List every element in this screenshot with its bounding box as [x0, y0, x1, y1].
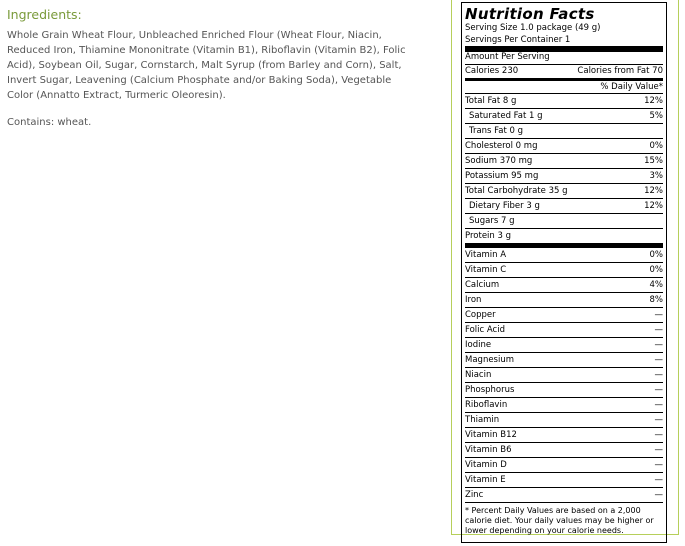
- nutrient-label: Sodium 370 mg: [465, 155, 533, 166]
- allergen-statement: Contains: wheat.: [7, 117, 92, 128]
- nutrient-value: 0%: [649, 140, 663, 151]
- vitamin-value: —: [654, 309, 663, 320]
- vitamin-row: [465, 458, 663, 473]
- calories-row: [465, 65, 663, 81]
- servings-per-container: Servings Per Container 1: [465, 35, 663, 53]
- vitamin-value: —: [654, 324, 663, 335]
- vitamin-row: [465, 398, 663, 413]
- nutrient-value: 12%: [644, 200, 663, 211]
- vitamin-row: [465, 368, 663, 383]
- vitamin-label: Calcium: [465, 279, 500, 290]
- vitamin-label: Iron: [465, 294, 482, 305]
- ingredients-text: [7, 28, 439, 103]
- daily-value-header: % Daily Value*: [465, 81, 663, 94]
- vitamin-row: [465, 428, 663, 443]
- nutrient-row: [465, 199, 663, 214]
- vitamin-value: —: [654, 444, 663, 455]
- vitamin-row: [465, 353, 663, 368]
- vitamin-row: [465, 293, 663, 308]
- vitamin-label: Copper: [465, 309, 496, 320]
- vitamin-row: [465, 488, 663, 503]
- vitamin-value: 0%: [649, 264, 663, 275]
- nutrient-row: [465, 139, 663, 154]
- nutrient-row: [465, 169, 663, 184]
- vitamin-value: —: [654, 399, 663, 410]
- vitamin-row: [465, 338, 663, 353]
- nutrient-label: Trans Fat 0 g: [469, 125, 524, 136]
- nutrient-value: 15%: [644, 155, 663, 166]
- vitamin-value: —: [654, 369, 663, 380]
- amount-per-serving: Amount Per Serving: [465, 52, 663, 65]
- vitamin-label: Riboflavin: [465, 399, 508, 410]
- ingredients-line: Color (Annatto Extract, Turmeric Oleoresin).: [7, 90, 226, 101]
- nutrient-list: [465, 94, 663, 248]
- vitamin-label: Magnesium: [465, 354, 515, 365]
- nutrient-label: Dietary Fiber 3 g: [469, 200, 540, 211]
- vitamin-label: Vitamin D: [465, 459, 507, 470]
- vitamin-label: Zinc: [465, 489, 484, 500]
- nutrient-row: [465, 184, 663, 199]
- nutrient-label: Protein 3 g: [465, 230, 512, 241]
- vitamin-label: Folic Acid: [465, 324, 505, 335]
- vitamin-row: [465, 383, 663, 398]
- nutrient-row: [465, 229, 663, 248]
- ingredients-line: Whole Grain Wheat Flour, Unbleached Enriched Flour (Wheat Flour, Niacin,: [7, 30, 382, 41]
- nutrient-row: [465, 124, 663, 139]
- nutrient-label: Sugars 7 g: [469, 215, 515, 226]
- ingredients-line: Acid), Soybean Oil, Sugar, Cornstarch, Malt Syrup (from Barley and Corn), Salt,: [7, 60, 402, 71]
- nutrient-label: Saturated Fat 1 g: [469, 110, 543, 121]
- vitamin-value: —: [654, 429, 663, 440]
- nutrition-facts-label: [461, 2, 667, 543]
- nutrition-facts-title: Nutrition Facts: [465, 5, 595, 23]
- vitamin-value: 4%: [649, 279, 663, 290]
- nutrient-value: 12%: [644, 95, 663, 106]
- vitamin-label: Thiamin: [465, 414, 500, 425]
- nutrient-row: [465, 154, 663, 169]
- vitamin-list: [465, 248, 663, 503]
- vitamin-row: [465, 323, 663, 338]
- vitamin-value: —: [654, 474, 663, 485]
- vitamin-row: [465, 278, 663, 293]
- vitamin-row: [465, 308, 663, 323]
- vitamin-row: [465, 413, 663, 428]
- nutrient-row: [465, 109, 663, 124]
- ingredients-line: Reduced Iron, Thiamine Mononitrate (Vitamin B1), Riboflavin (Vitamin B2), Folic: [7, 45, 406, 56]
- nutrient-label: Potassium 95 mg: [465, 170, 539, 181]
- vitamin-label: Vitamin B6: [465, 444, 512, 455]
- vitamin-label: Niacin: [465, 369, 492, 380]
- nutrient-row: [465, 94, 663, 109]
- vitamin-value: 8%: [649, 294, 663, 305]
- ingredients-section: [7, 7, 439, 128]
- vitamin-label: Vitamin B12: [465, 429, 517, 440]
- nutrient-label: Cholesterol 0 mg: [465, 140, 538, 151]
- vitamin-label: Vitamin E: [465, 474, 506, 485]
- vitamin-value: —: [654, 339, 663, 350]
- nutrient-row: [465, 214, 663, 229]
- vitamin-value: —: [654, 489, 663, 500]
- ingredients-line: Invert Sugar, Leavening (Calcium Phosphate and/or Baking Soda), Vegetable: [7, 75, 392, 86]
- calories: Calories 230: [465, 65, 519, 76]
- vitamin-row: [465, 263, 663, 278]
- vitamin-value: —: [654, 384, 663, 395]
- daily-value-footnote: * Percent Daily Values are based on a 2,000 calorie diet. Your daily values may be higher or lower depending on your calorie needs.: [465, 505, 654, 535]
- calories-from-fat: Calories from Fat 70: [577, 65, 663, 76]
- ingredients-heading: Ingredients:: [7, 7, 82, 22]
- nutrient-value: 12%: [644, 185, 663, 196]
- vitamin-label: Iodine: [465, 339, 492, 350]
- vitamin-value: 0%: [649, 249, 663, 260]
- vitamin-row: [465, 473, 663, 488]
- vitamin-label: Phosphorus: [465, 384, 515, 395]
- vitamin-label: Vitamin A: [465, 249, 507, 260]
- nutrient-value: 3%: [649, 170, 663, 181]
- nutrient-label: Total Carbohydrate 35 g: [465, 185, 568, 196]
- serving-size: Serving Size 1.0 package (49 g): [465, 23, 601, 33]
- nutrient-value: 5%: [649, 110, 663, 121]
- vitamin-row: [465, 248, 663, 263]
- nutrient-label: Total Fat 8 g: [465, 95, 517, 106]
- vitamin-value: —: [654, 354, 663, 365]
- vitamin-label: Vitamin C: [465, 264, 507, 275]
- vitamin-row: [465, 443, 663, 458]
- vitamin-value: —: [654, 414, 663, 425]
- vitamin-value: —: [654, 459, 663, 470]
